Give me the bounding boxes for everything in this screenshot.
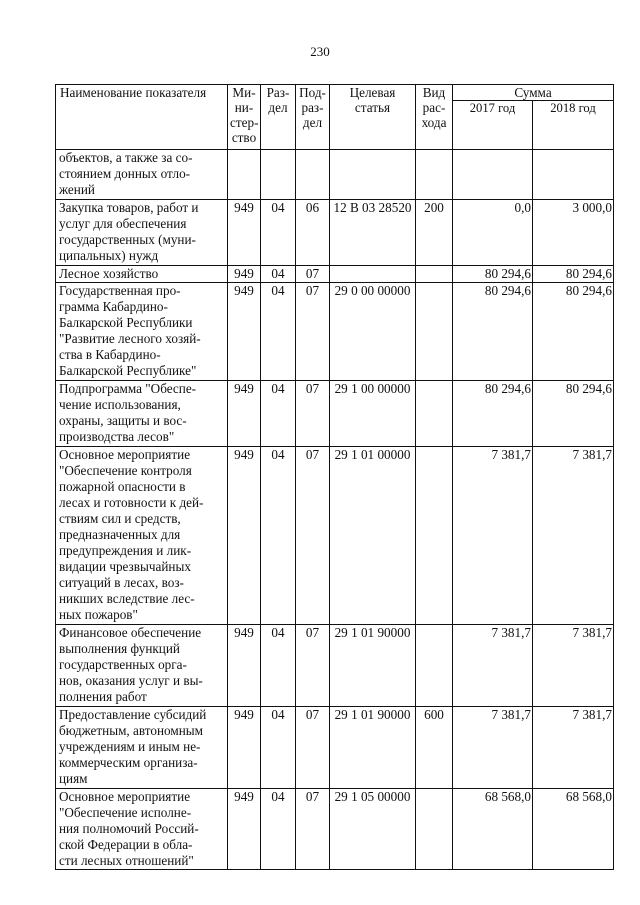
cell-text: 29 1 01 90000 (334, 707, 411, 722)
cell-text: Подпрограмма "Обеспе- чение использования, охраны, защиты и вос- производства лесов" (59, 381, 197, 444)
cell-section (261, 150, 296, 200)
cell-text: 200 (424, 200, 444, 215)
cell-text: Лесное хозяйство (59, 266, 159, 281)
cell-text: 7 381,7 (572, 447, 612, 462)
cell-ministry (228, 707, 261, 789)
cell-y2018 (533, 283, 614, 381)
cell-text: 29 1 01 90000 (334, 625, 411, 640)
cell-y2018 (533, 707, 614, 789)
cell-text: 68 568,0 (565, 789, 612, 804)
cell-expense-type (416, 200, 453, 266)
table-row (56, 789, 614, 870)
cell-subsection (296, 200, 330, 266)
cell-expense-type (416, 789, 453, 870)
cell-y2017 (453, 283, 533, 381)
cell-expense-type (416, 381, 453, 447)
cell-text: 7 381,7 (491, 707, 531, 722)
cell-y2017 (453, 707, 533, 789)
cell-text: 68 568,0 (484, 789, 531, 804)
cell-text: 07 (305, 381, 320, 396)
cell-expense-type (416, 150, 453, 200)
header-target: Целевая статья (330, 85, 416, 150)
cell-y2017 (453, 150, 533, 200)
cell-text: 949 (234, 789, 254, 804)
cell-text: 7 381,7 (491, 625, 531, 640)
table-row (56, 150, 614, 200)
header-name: Наименование показателя (56, 85, 228, 150)
cell-section (261, 381, 296, 447)
cell-y2017 (453, 625, 533, 707)
cell-text: Основное мероприятие "Обеспечение исполне- ния полномочий Россий- ской Федерации в обла- сти лесных отношений" (59, 789, 199, 868)
header-section: Раз- дел (261, 85, 296, 150)
cell-expense-type (416, 625, 453, 707)
cell-text: 04 (271, 447, 285, 462)
cell-text: Финансовое обеспечение выполнения функций государственных орга- нов, оказания услуг и вы- полнения работ (59, 625, 203, 704)
cell-y2018 (533, 447, 614, 625)
cell-name (56, 283, 228, 381)
header-year-2017: 2017 год (453, 101, 533, 150)
cell-text: 3 000,0 (572, 200, 612, 215)
cell-ministry (228, 789, 261, 870)
cell-subsection (296, 625, 330, 707)
cell-ministry (228, 200, 261, 266)
table-row (56, 266, 614, 283)
cell-y2018 (533, 150, 614, 200)
header-sum: Сумма (453, 85, 614, 101)
cell-text: 07 (305, 283, 320, 298)
cell-target (330, 447, 416, 625)
cell-ministry (228, 447, 261, 625)
cell-y2017 (453, 789, 533, 870)
cell-section (261, 625, 296, 707)
cell-text: 04 (271, 381, 285, 396)
cell-text: 29 1 00 00000 (334, 381, 411, 396)
cell-y2018 (533, 789, 614, 870)
cell-text: Закупка товаров, работ и услуг для обеспечения государственных (муни- ципальных) нужд (59, 200, 199, 263)
cell-y2017 (453, 200, 533, 266)
cell-text: 0,0 (514, 200, 531, 215)
table-row (56, 707, 614, 789)
cell-text: 12 В 03 28520 (333, 200, 412, 215)
cell-name (56, 447, 228, 625)
cell-text: 80 294,6 (565, 266, 612, 281)
cell-text: Предоставление субсидий бюджетным, автономным учреждениям и иным не- коммерческим организа- циям (59, 707, 207, 786)
cell-ministry (228, 283, 261, 381)
cell-target (330, 789, 416, 870)
table-row (56, 447, 614, 625)
cell-text: 80 294,6 (484, 381, 531, 396)
cell-text: 07 (305, 625, 320, 640)
cell-text: 80 294,6 (484, 283, 531, 298)
cell-text: 04 (271, 625, 285, 640)
cell-section (261, 789, 296, 870)
table-row (56, 200, 614, 266)
cell-text: 949 (234, 381, 254, 396)
cell-expense-type (416, 266, 453, 283)
cell-name (56, 789, 228, 870)
table-row (56, 381, 614, 447)
cell-name (56, 707, 228, 789)
cell-text: 7 381,7 (572, 707, 612, 722)
cell-text: 600 (424, 707, 444, 722)
cell-text: 949 (234, 447, 254, 462)
cell-subsection (296, 381, 330, 447)
cell-text: 04 (271, 266, 285, 281)
cell-expense-type (416, 283, 453, 381)
cell-text: 949 (234, 283, 254, 298)
header-expense-type: Вид рас- хода (416, 85, 453, 150)
cell-text: 7 381,7 (491, 447, 531, 462)
cell-text: 04 (271, 707, 285, 722)
table-body (56, 150, 614, 870)
cell-section (261, 266, 296, 283)
table-row (56, 625, 614, 707)
cell-text: 07 (305, 707, 320, 722)
cell-text: Основное мероприятие "Обеспечение контроля пожарной опасности в лесах и готовности к дей- ствиям сил и средств, предназначенных для предупреждения и лик- видации чрезвычайных ситуаций в лесах, воз- никших вследствие лес- ных пожаров" (59, 447, 204, 622)
cell-subsection (296, 789, 330, 870)
header-ministry: Ми- ни- стер- ство (228, 85, 261, 150)
cell-y2018 (533, 266, 614, 283)
cell-ministry (228, 625, 261, 707)
cell-expense-type (416, 447, 453, 625)
cell-section (261, 283, 296, 381)
cell-text: 07 (305, 266, 320, 281)
cell-text: 80 294,6 (565, 381, 612, 396)
cell-text: 07 (305, 447, 320, 462)
table-row (56, 283, 614, 381)
cell-y2017 (453, 381, 533, 447)
cell-subsection (296, 707, 330, 789)
cell-section (261, 447, 296, 625)
cell-ministry (228, 266, 261, 283)
table-header (56, 85, 614, 150)
cell-subsection (296, 150, 330, 200)
cell-text: Государственная про- грамма Кабардино- Балкарской Республики "Развитие лесного хозяй- ства в Кабардино- Балкарской Республике" (59, 283, 201, 378)
cell-target (330, 283, 416, 381)
cell-section (261, 200, 296, 266)
cell-subsection (296, 283, 330, 381)
cell-name (56, 625, 228, 707)
cell-y2018 (533, 200, 614, 266)
cell-name (56, 381, 228, 447)
cell-text: 949 (234, 707, 254, 722)
cell-ministry (228, 150, 261, 200)
cell-expense-type (416, 707, 453, 789)
cell-text: 29 1 01 00000 (334, 447, 411, 462)
cell-target (330, 381, 416, 447)
header-year-2018: 2018 год (533, 101, 614, 150)
cell-y2018 (533, 381, 614, 447)
budget-table (55, 84, 614, 870)
cell-ministry (228, 381, 261, 447)
cell-text: 949 (234, 266, 254, 281)
cell-section (261, 707, 296, 789)
cell-text: 07 (305, 789, 320, 804)
cell-name (56, 266, 228, 283)
cell-text: 80 294,6 (484, 266, 531, 281)
page-number: 230 (310, 44, 330, 59)
cell-subsection (296, 447, 330, 625)
cell-text: объектов, а также за со- стоянием донных отло- жений (59, 150, 193, 197)
cell-text: 04 (271, 200, 285, 215)
cell-target (330, 150, 416, 200)
cell-text: 949 (234, 625, 254, 640)
header-subsection: Под- раз- дел (296, 85, 330, 150)
cell-text: 949 (234, 200, 254, 215)
cell-y2017 (453, 447, 533, 625)
cell-text: 7 381,7 (572, 625, 612, 640)
cell-y2018 (533, 625, 614, 707)
cell-text: 04 (271, 789, 285, 804)
cell-target (330, 707, 416, 789)
cell-text: 29 1 05 00000 (334, 789, 411, 804)
cell-target (330, 200, 416, 266)
cell-text: 29 0 00 00000 (334, 283, 411, 298)
cell-target (330, 625, 416, 707)
cell-subsection (296, 266, 330, 283)
cell-name (56, 150, 228, 200)
cell-text: 04 (271, 283, 285, 298)
cell-y2017 (453, 266, 533, 283)
cell-text: 06 (305, 200, 320, 215)
cell-text: 80 294,6 (565, 283, 612, 298)
cell-name (56, 200, 228, 266)
cell-target (330, 266, 416, 283)
